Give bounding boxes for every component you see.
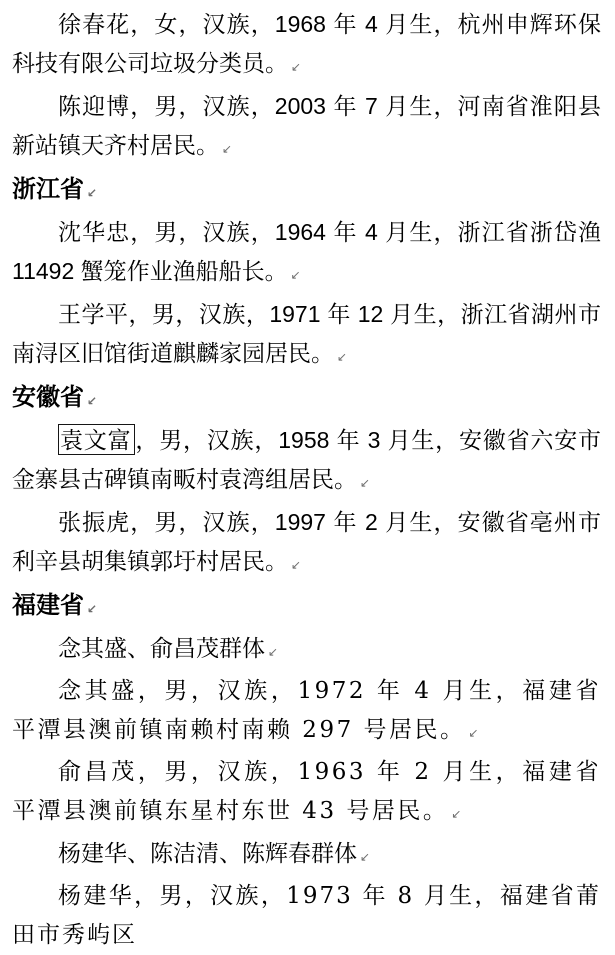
heading-text: 福建省 <box>12 590 84 619</box>
paragraph-mark-icon: ↙ <box>337 350 348 364</box>
paragraph-text: 徐春花，女，汉族，1968 年 4 月生，杭州申辉环保科技有限公司垃圾分类员。 <box>12 11 601 76</box>
paragraph-mark-icon: ↙ <box>87 186 98 200</box>
paragraph-mark-icon: ↙ <box>290 268 301 282</box>
paragraph-text: 沈华忠，男，汉族，1964 年 4 月生，浙江省浙岱渔 11492 蟹笼作业渔船船长。 <box>12 219 601 284</box>
paragraph-xu-chunhua <box>12 5 601 87</box>
heading-anhui-province <box>12 377 601 421</box>
paragraph-mark-icon: ↙ <box>87 602 98 616</box>
heading-fujian-province <box>12 585 601 629</box>
group-heading-yang-chen-chen <box>12 834 601 877</box>
paragraph-yu-changmao <box>12 753 601 834</box>
paragraph-mark-icon: ↙ <box>222 142 233 156</box>
paragraph-mark-icon: ↙ <box>291 60 302 74</box>
selected-name-box[interactable]: 袁文富 <box>58 424 135 455</box>
group-heading-nian-yu <box>12 629 601 672</box>
paragraph-wang-xueping <box>12 295 601 377</box>
paragraph-yuan-wenfu <box>12 421 601 503</box>
paragraph-text: 俞昌茂，男，汉族，1963 年 2 月生，福建省平潭县澳前镇东星村东世 43 号居民。 <box>12 759 601 824</box>
paragraph-yang-jianhua <box>12 877 601 955</box>
heading-zhejiang-province <box>12 169 601 213</box>
paragraph-text: 念其盛，男，汉族，1972 年 4 月生，福建省平潭县澳前镇南赖村南赖 297 号居民。 <box>12 678 601 743</box>
paragraph-mark-icon: ↙ <box>360 850 371 864</box>
paragraph-text: 王学平，男，汉族，1971 年 12 月生，浙江省湖州市南浔区旧馆街道麒麟家园居民。 <box>12 301 601 366</box>
paragraph-mark-icon: ↙ <box>451 807 462 821</box>
paragraph-mark-icon: ↙ <box>360 476 371 490</box>
paragraph-text: ，男，汉族，1958 年 3 月生，安徽省六安市金寨县古碑镇南畈村袁湾组居民。 <box>12 427 602 492</box>
heading-text: 安徽省 <box>12 382 84 411</box>
paragraph-text: 杨建华，男，汉族，1973 年 8 月生，福建省莆田市秀屿区 <box>12 883 601 948</box>
paragraph-text: 陈迎博，男，汉族，2003 年 7 月生，河南省淮阳县新站镇天齐村居民。 <box>12 93 601 158</box>
group-heading-text: 杨建华、陈洁清、陈辉春群体 <box>58 840 357 866</box>
paragraph-mark-icon: ↙ <box>291 558 302 572</box>
paragraph-mark-icon: ↙ <box>468 726 479 740</box>
paragraph-mark-icon: ↙ <box>87 394 98 408</box>
group-heading-text: 念其盛、俞昌茂群体 <box>58 635 265 661</box>
paragraph-mark-icon: ↙ <box>268 645 279 659</box>
paragraph-text: 张振虎，男，汉族，1997 年 2 月生，安徽省亳州市利辛县胡集镇郭圩村居民。 <box>12 509 601 574</box>
paragraph-shen-huazhong <box>12 213 601 295</box>
heading-text: 浙江省 <box>12 174 84 203</box>
paragraph-chen-yingbo <box>12 87 601 169</box>
paragraph-nian-qisheng <box>12 672 601 753</box>
paragraph-zhang-zhenhu <box>12 503 601 585</box>
